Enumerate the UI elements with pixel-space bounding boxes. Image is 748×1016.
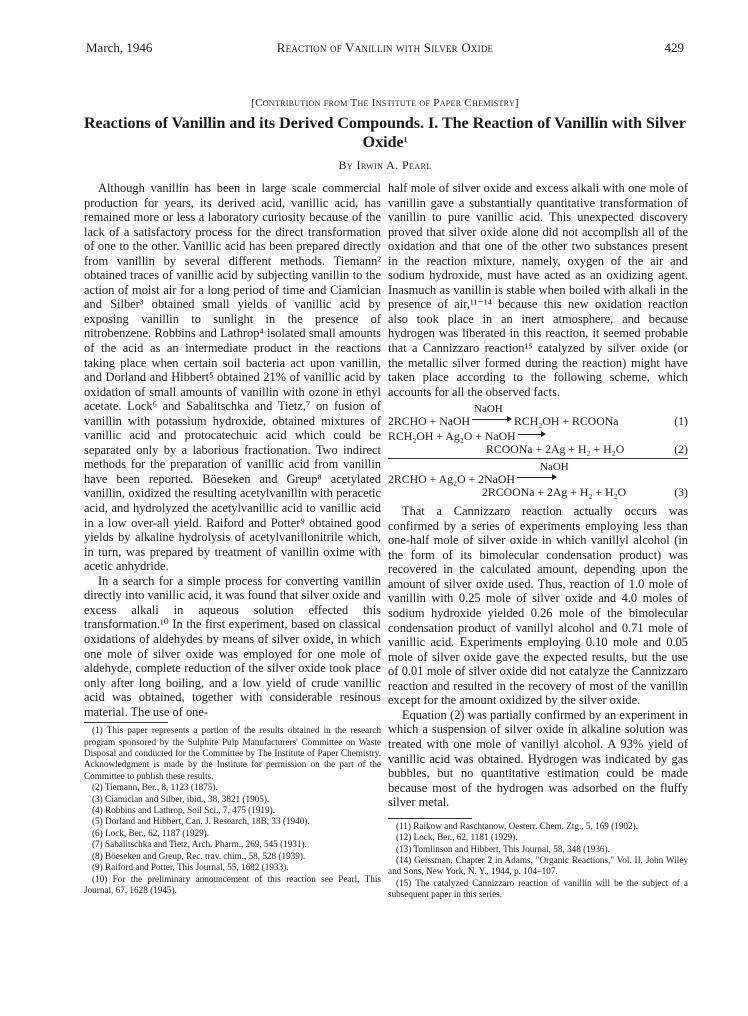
reaction-arrow-icon	[472, 415, 512, 423]
equation-3	[388, 472, 688, 485]
equation-3-reactants: 2RCHO + Ag₂O + 2NaOH	[388, 472, 515, 487]
footnote-10: (10) For the preliminary announcement of this reaction see Pearl, This Journal, 67, 1628 (1945).	[84, 873, 381, 895]
reaction-arrow-icon	[517, 473, 557, 481]
title-footnote-marker: 1	[403, 135, 408, 144]
footnote-6: (6) Lock, Ber., 62, 1187 (1929).	[92, 827, 210, 838]
left-footnotes	[84, 725, 381, 896]
right-column	[388, 181, 688, 901]
equation-3-number: (3)	[674, 485, 688, 500]
footnote-14: (14) Geissman, Chapter 2 in Adams, "Organic Reactions," Vol. II, John Wiley and Sons, New York, N. Y., 1944, p. 104–107.	[388, 854, 688, 877]
equation-1-condition: NaOH	[474, 403, 503, 416]
equation-1-reactants: 2RCHO + NaOH	[388, 414, 471, 429]
article-title-text: Reactions of Vanillin and its Derived Compounds. I. The Reaction of Vanillin with Silver Oxide	[83, 115, 687, 151]
left-paragraph-1: Although vanillin has been in large scale commercial production for years, its derived acid, vanillic acid, has remained more or less a laboratory curiosity because of the lack of a satisfactory process for the direct transformation of one to the other. Vanillic acid has been prepared directly from vanillin by several different methods. Tiemann² obtained traces of vanillic acid by subjecting vanillin to the action of moist air for a long period of time and Ciamician and Silber³ obtained small yields of vanillic acid by exposing vanillin to sunlight in the presence of nitrobenzene. Robbins and Lathrop⁴ isolated small amounts of the acid as an intermediate product in the reactions taking place when certain soil bacteria act upon vanillin, and Dorland and Hibbert⁵ obtained 21% of vanillic acid by oxidation of small amounts of vanillin with ozone in ethyl acetate. Lock⁶ and Sabalitschka and Tietz,⁷ on fusion of vanillin with potassium hydroxide, obtained mixtures of vanillic acid and protocatechuic acid which could be separated only by a laborious fractionation. Two indirect methods for the preparation of vanillic acid from vanillin have been reported. Böeseken and Greup⁸ acetylated vanillin, oxidized the resulting acetylvanillin with peracetic acid, and hydrolyzed the acetylvanillic acid to vanillic acid in a low over-all yield. Raiford and Potter⁹ obtained good yields by alkaline hydrolysis of acetylvanillonitrile which, in turn, was prepared by treatment of vanillin oxime with acetic anhydride.	[84, 181, 381, 574]
footnote-11: (11) Raikow and Raschtanow, Oesterr. Chem. Ztg., 5, 169 (1902).	[396, 820, 638, 831]
equation-2-product-line	[388, 442, 688, 455]
footnote-2: (2) Tiemann, Ber., 8, 1123 (1875).	[92, 782, 218, 793]
footnote-9: (9) Raiford and Potter, This Journal, 55, 1682 (1933).	[92, 862, 289, 873]
article-title	[70, 114, 700, 152]
equation-sum-rule	[388, 458, 688, 459]
right-footnotes	[388, 821, 688, 901]
footnote-3: (3) Ciamician and Silber, ibid., 38, 3821 (1905).	[92, 793, 270, 804]
right-paragraph-1: half mole of silver oxide and excess alkali with one mole of vanillin gave a substantially quantitative transformation of vanillin to pure vanillic acid. This unexpected discovery proved that silver oxide alone did not accomplish all of the oxidation and that one of the other two substances present in the reaction mixture, namely, oxygen of the air and sodium hydroxide, must have acted as an oxidizing agent. Inasmuch as vanillin is stable when boiled with alkali in the presence of air,¹¹⁻¹⁴ because this new oxidation reaction also took place in an inert atmosphere, and because hydrogen was liberated in this reaction, it seemed probable that a Cannizzaro reaction¹⁵ catalyzed by silver oxide (or the metallic silver formed during the reaction) might have taken place according to the following scheme, which accounts for all the observed facts.	[388, 181, 688, 399]
footnote-15: (15) The catalyzed Cannizzaro reaction of vanillin will be the subject of a subsequent paper in this series.	[388, 877, 688, 900]
equation-2-number: (2)	[674, 442, 688, 457]
equation-1-number: (1)	[674, 414, 688, 429]
reaction-arrow-icon	[518, 430, 546, 438]
contribution-line: [Contribution from The Institute of Paper Chemistry]	[251, 97, 519, 109]
footnote-7: (7) Sabalitschka and Tietz, Arch. Pharm., 269, 545 (1931).	[92, 839, 307, 850]
equation-1-products: RCH₂OH + RCOONa	[514, 414, 619, 429]
footnote-1: (1) This paper represents a portion of the results obtained in the research program sponsored by the Sulphite Pulp Manufacturers' Committee on Waste Disposal and conducted for the Committee by The Institute of Paper Chemistry. Acknowledgment is made by the Institute for permission on the part of the Committee to publish these results.	[84, 725, 381, 781]
footnote-5: (5) Dorland and Hibbert, Can. J. Research, 18B, 33 (1940).	[92, 816, 310, 827]
footnote-divider	[84, 722, 168, 723]
equation-block	[388, 403, 688, 498]
footnote-8: (8) Böeseken and Greup, Rec. trav. chim., 58, 528 (1939).	[92, 850, 306, 861]
equation-2-reactants: RCH₂OH + Ag₂O + NaOH	[388, 429, 516, 444]
footnote-4: (4) Robbins and Lathrop, Soil Sci., 7, 475 (1919).	[92, 805, 275, 816]
author-byline: By Irwin A. Pearl	[338, 158, 432, 172]
left-column	[84, 181, 381, 896]
footnote-13: (13) Tomlinson and Hibbert, This Journal, 58, 348 (1936).	[396, 843, 610, 854]
equation-3-products: 2RCOONa + 2Ag + H₂ + H₂O	[482, 485, 627, 500]
running-head-title: Reaction of Vanillin with Silver Oxide	[276, 40, 494, 55]
right-paragraph-3: Equation (2) was partially confirmed by an experiment in which a suspension of silver oxide in alkaline solution was treated with one mole of vanillyl alcohol. A 93% yield of vanillic acid was obtained. Hydrogen was indicated by gas bubbles, but no quantitative estimation could be made because most of the hydrogen was adsorbed on the fluffy silver metal.	[388, 707, 688, 810]
equation-1	[388, 414, 688, 427]
equation-3-product-line	[388, 485, 688, 498]
footnote-12: (12) Lock, Ber., 62, 1181 (1929).	[396, 832, 518, 843]
equation-2	[388, 429, 688, 442]
left-paragraph-2: In a search for a simple process for converting vanillin directly into vanillic acid, it was found that silver oxide and excess alkali in aqueous solution effected this transformation.¹⁰ In the first experiment, based on classical oxidations of aldehydes by means of silver oxide, in which one mole of silver oxide was employed for one mole of aldehyde, complete reduction of the silver oxide took place only after long boiling, and a low yield of crude vanillic acid was obtained, together with considerable resinous material. The use of one-	[84, 573, 381, 719]
running-head-date: March, 1946	[86, 40, 153, 55]
running-head	[86, 40, 684, 56]
page-number: 429	[664, 40, 684, 55]
footnote-divider	[388, 818, 472, 819]
equation-3-condition: NaOH	[540, 461, 569, 474]
equation-2-products: RCOONa + 2Ag + H₂ + H₂O	[486, 442, 625, 457]
right-paragraph-2: That a Cannizzaro reaction actually occurs was confirmed by a series of experiments employing less than one-half mole of silver oxide in which vanillyl alcohol (in the form of its bimolecular condensation product) was recovered in the calculated amount, depending upon the amount of silver oxide used. Thus, reaction of 1.0 mole of vanillin with 0.25 mole of silver oxide and 4.0 moles of sodium hydroxide yielded 0.26 mole of the bimolecular condensation product of vanillyl alcohol and 0.71 mole of vanillic acid. Experiments employing 0.10 mole and 0.05 mole of silver oxide gave the expected results, but the use of 0.01 mole of silver oxide did not catalyze the Cannizzaro reaction and resulted in the recovery of most of the vanillin except for the amount oxidized by the silver oxide.	[388, 504, 688, 708]
